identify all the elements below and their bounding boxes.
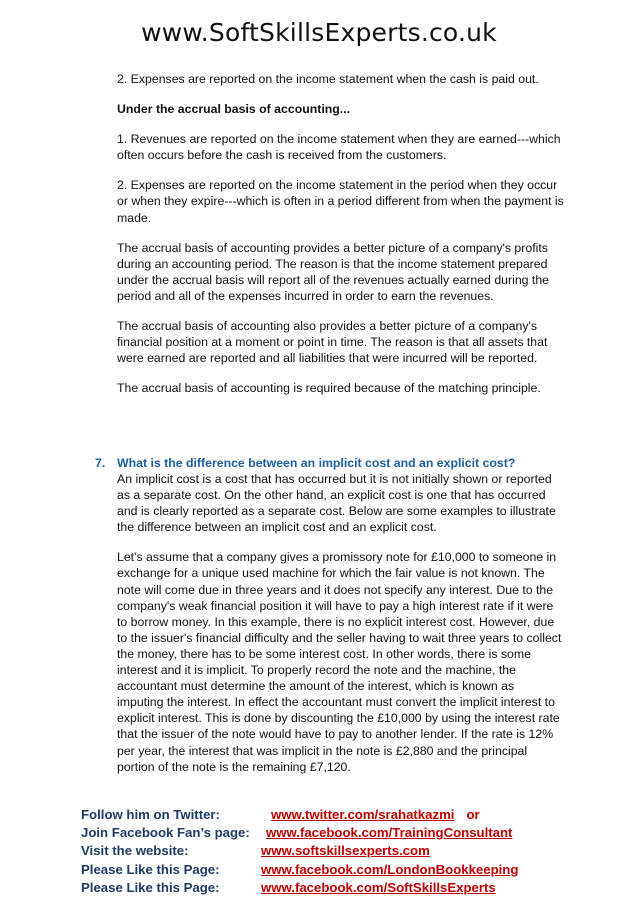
footer-row-website [81, 842, 621, 860]
document-body [117, 71, 564, 410]
footer-label: Please Like this Page: [81, 861, 220, 877]
section-heading: Under the accrual basis of accounting... [117, 102, 351, 117]
footer-row-facebook-fan [81, 824, 621, 842]
answer-body [117, 471, 564, 789]
paragraph: 1. Revenues are reported on the income statement when they are earned---which often occurs before the cash is received from the customers. [117, 132, 561, 163]
question-heading [95, 455, 565, 471]
footer-label: Visit the website: [81, 843, 189, 859]
site-header: www.SoftSkillsExperts.co.uk [141, 18, 497, 47]
twitter-link[interactable]: www.twitter.com/srahatkazmi or [271, 806, 480, 824]
footer-row-twitter [81, 806, 621, 824]
footer-links [81, 806, 621, 897]
facebook-londonbookkeeping-link[interactable]: www.facebook.com/LondonBookkeeping [261, 861, 519, 877]
paragraph: The accrual basis of accounting provides a better picture of a company's profits during an accounting period. The reason is that the income statement prepared under the accrual basis will report all of the revenues actually earned during the period and all of the expenses incurred in order to earn the revenues. [117, 240, 550, 303]
paragraph: 2. Expenses are reported on the income statement in the period when they occur or when they expire---which is often in a period different from when the payment is made. [117, 178, 564, 225]
paragraph: 2. Expenses are reported on the income statement when the cash is paid out. [117, 72, 539, 86]
facebook-softskills-link[interactable]: www.facebook.com/SoftSkillsExperts [261, 879, 496, 895]
question-text: What is the difference between an implicit cost and an explicit cost? [117, 456, 516, 470]
footer-row-softskills [81, 879, 621, 897]
footer-or-text: or [466, 807, 480, 822]
footer-label: Please Like this Page: [81, 879, 220, 895]
paragraph: Let's assume that a company gives a promissory note for £10,000 to someone in exchange for a unique used machine for which the fair value is not known. The note will come due in three years and it does not specify any interest. Due to the company's weak financial position it will have to pay a high interest rate if it were to borrow money. In this example, there is no explicit interest cost. However, due to the issuer's financial difficulty and the seller having to wait three years to collect the money, there has to be some interest cost. In other words, there is some interest and it is implicit. To properly record the note and the machine, the accountant must determine the amount of the interest, which is known as imputing the interest. In effect the accountant must convert the implicit interest to explicit interest. This is done by discounting the £10,000 by using the interest rate that the issuer of the note would have to pay to another lender. If the rate is 12% per year, the interest that was implicit in the note is £2,880 and the principal portion of the note is the remaining £7,120. [117, 550, 562, 774]
website-link[interactable]: www.softskillsexperts.com [261, 843, 430, 859]
paragraph: The accrual basis of accounting also provides a better picture of a company's financial position at a moment or point in time. The reason is that all assets that were earned are reported and all liabilities that were incurred will be reported. [117, 319, 548, 366]
question-number: 7. [95, 456, 106, 470]
footer-label: Follow him on Twitter: [81, 807, 220, 822]
paragraph: The accrual basis of accounting is required because of the matching principle. [117, 381, 541, 396]
facebook-training-link[interactable]: www.facebook.com/TrainingConsultant [266, 825, 513, 841]
footer-label: Join Facebook Fan’s page: [81, 825, 250, 841]
paragraph: An implicit cost is a cost that has occurred but it is not initially shown or reported as a separate cost. On the other hand, an explicit cost is one that has occurred and is clearly reported as a separate cost. Below are some examples to illustrate the difference between an implicit cost and an explicit cost. [117, 472, 556, 535]
footer-row-london-bookkeeping [81, 861, 621, 879]
